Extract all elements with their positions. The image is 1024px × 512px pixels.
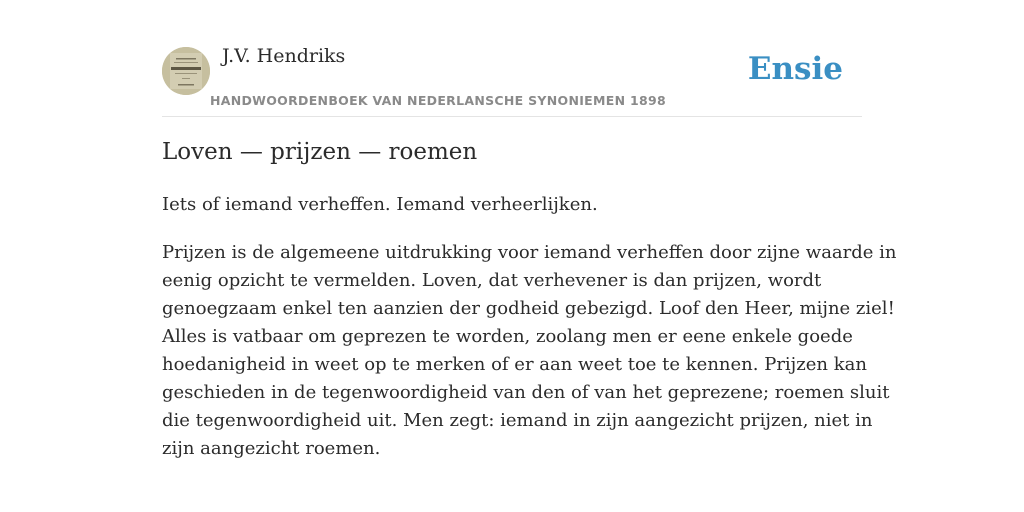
body-line: die tegenwoordigheid uit. Men zegt: iemand in zijn aangezicht prijzen, niet in [162,410,873,431]
source-title[interactable]: HANDWOORDENBOEK VAN NEDERLANSCHE SYNONIEMEN 1898 [210,93,667,108]
body-line: hoedanigheid in weet op te merken of er aan weet toe te kennen. Prijzen kan [162,354,867,375]
body-line: genoegzaam enkel ten aanzien der godheid gebezigd. Loof den Heer, mijne ziel! [162,298,895,319]
brand-logo[interactable]: Ensie [747,51,843,87]
header [162,0,862,117]
body-line: zijn aangezicht roemen. [162,438,381,459]
body-line: geschieden in de tegenwoordigheid van den of van het geprezene; roemen sluit [162,382,890,403]
entry-body [162,239,897,463]
entry-title: Loven — prijzen — roemen [162,139,478,165]
body-line: eenig opzicht te vermelden. Loven, dat verhevener is dan prijzen, wordt [162,270,822,291]
body-line: Alles is vatbaar om geprezen te worden, zoolang men er eene enkele goede [162,326,853,347]
author-name[interactable]: J.V. Hendriks [222,45,346,67]
avatar[interactable] [162,47,210,95]
book-cover-icon [162,47,210,95]
body-line: Prijzen is de algemeene uitdrukking voor iemand verheffen door zijne waarde in [162,242,897,263]
entry-definition: Iets of iemand verheffen. Iemand verheerlijken. [162,194,598,215]
